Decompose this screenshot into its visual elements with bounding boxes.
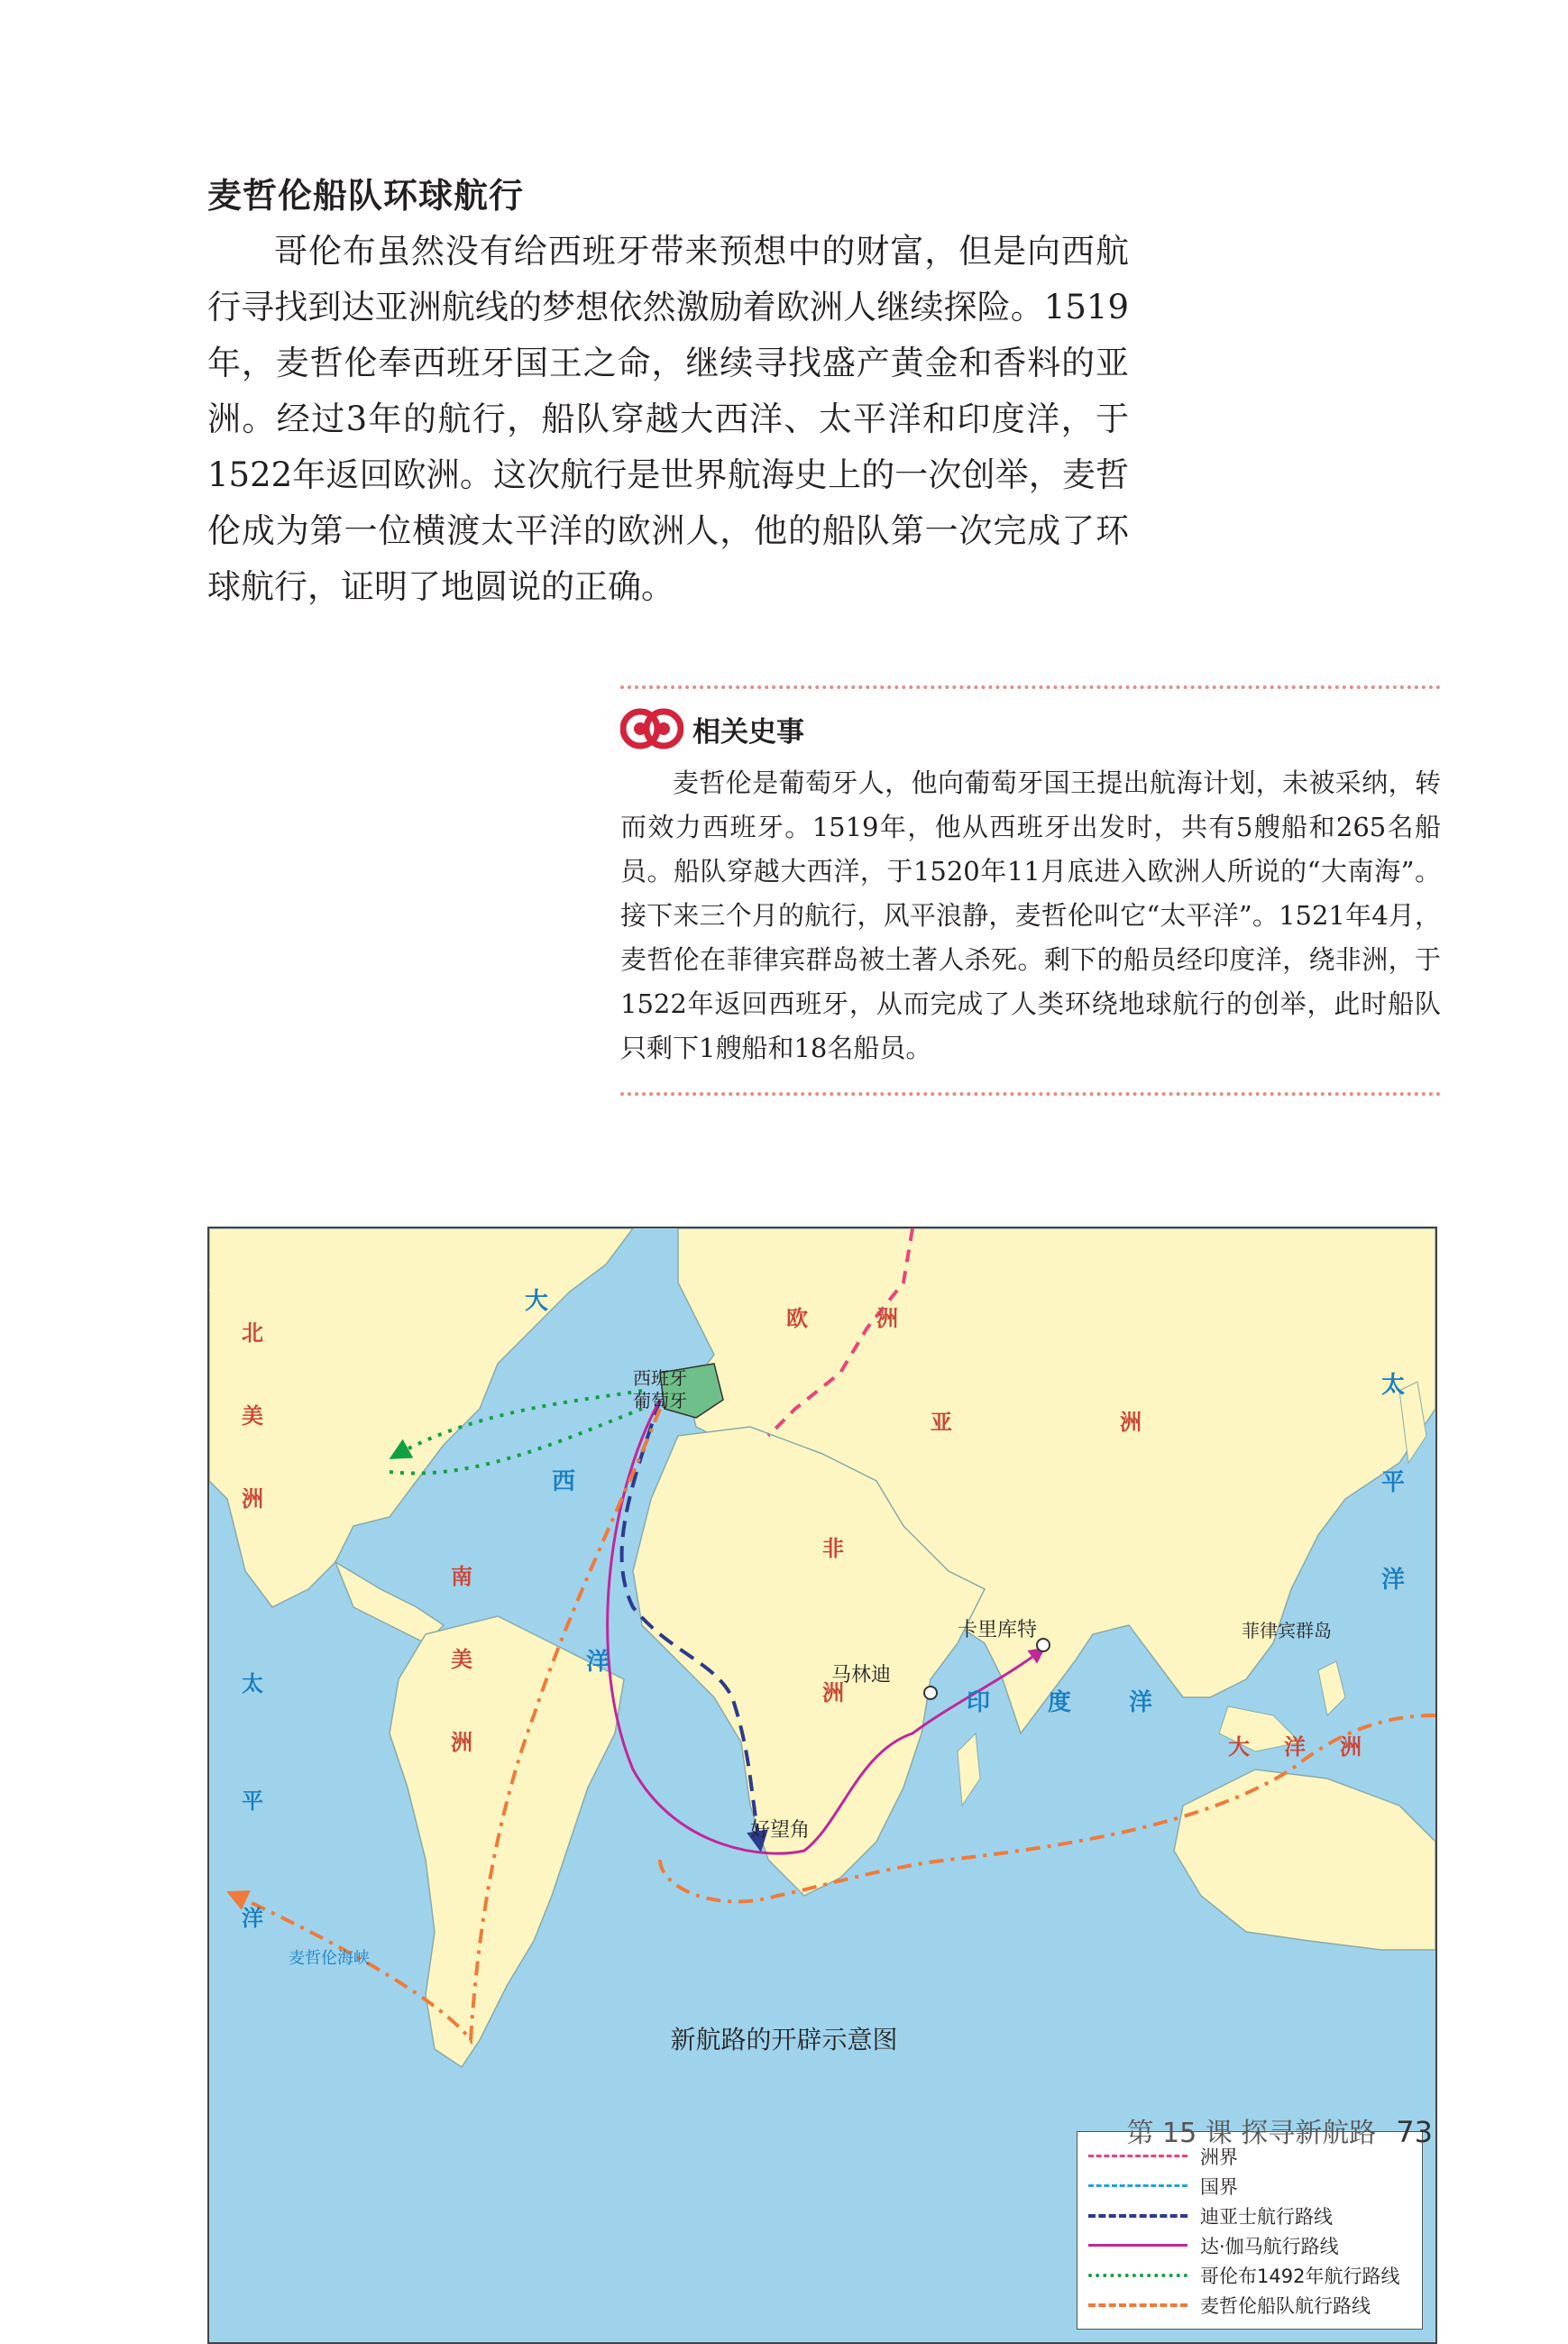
dotted-divider-top: [620, 685, 1441, 689]
label-spain: 西班牙: [633, 1367, 687, 1389]
label-africa-1: 非: [822, 1536, 844, 1561]
label-portugal: 葡萄牙: [633, 1390, 687, 1411]
label-north-america: 北 美 洲: [242, 1320, 263, 1512]
label-atlantic-2: 西: [552, 1468, 576, 1495]
body-paragraph: 哥伦布虽然没有给西班牙带来预想中的财富，但是向西航行寻找到达亚洲航线的梦想依然激励着欧洲人继续探险。1519年，麦哲伦奉西班牙国王之命，继续寻找盛产黄金和香料的亚洲。经过3年的航行，船队穿越大西洋、太平洋和印度洋，于1522年返回欧洲。这次航行是世界航海史上的一次创举，麦哲伦成为第一位横渡太平洋的欧洲人，他的船队第一次完成了环球航行，证明了地圆说的正确。: [207, 232, 1129, 606]
section-title: 麦哲伦船队环球航行: [207, 176, 525, 216]
sidebar-paragraph: 麦哲伦是葡萄牙人，他向葡萄牙国王提出航海计划，未被采纳，转而效力西班牙。1519年，他从西班牙出发时，共有5艘船和265名船员。船队穿越大西洋，于1520年11月底进入欧洲人所说的“大南海”。接下来三个月的航行，风平浪静，麦哲伦叫它“太平洋”。1521年4月，麦哲伦在菲律宾群岛被土著人杀死。剩下的船员经印度洋，绕非洲，于1522年返回西班牙，从而完成了人类环绕地球航行的创举，此时船队只剩下1艘船和18名船员。: [620, 768, 1441, 1063]
label-europe-2: 洲: [876, 1306, 898, 1331]
label-indian-1: 印: [967, 1689, 991, 1716]
label-oceania: 大洋洲: [1228, 1734, 1396, 1760]
label-indian-2: 度: [1048, 1689, 1072, 1716]
label-asia-1: 亚: [931, 1410, 952, 1435]
label-south-america: 南 美 洲: [451, 1564, 472, 1755]
related-history-box: [620, 685, 1441, 1096]
label-philippines: 菲律宾群岛: [1242, 1620, 1332, 1641]
label-atlantic-1: 大: [525, 1288, 549, 1315]
legend-item-continent-border: 洲界: [1088, 2141, 1411, 2171]
legend-item-country-border: 国界: [1088, 2171, 1411, 2201]
route-map: [207, 1227, 1437, 2344]
sidebar-header: [620, 702, 1441, 756]
label-calicut: 卡里库特: [958, 1619, 1038, 1641]
label-europe-1: 欧: [786, 1306, 808, 1331]
legend-item-magellan: 麦哲伦船队航行路线: [1088, 2290, 1411, 2320]
label-cape: 好望角: [750, 1819, 811, 1842]
dotted-divider-bottom: [620, 1092, 1441, 1096]
calicut-marker: [1037, 1639, 1050, 1651]
body-text: [207, 224, 1129, 615]
swirl-icon: [620, 702, 683, 756]
label-asia-2: 洲: [1120, 1410, 1142, 1435]
legend-item-columbus: 哥伦布1492年航行路线: [1088, 2260, 1411, 2290]
label-malindi: 马林迪: [831, 1664, 892, 1687]
label-atlantic-3: 洋: [586, 1649, 610, 1676]
malindi-marker: [924, 1687, 937, 1699]
label-indian-3: 洋: [1129, 1689, 1153, 1716]
page-number: 73: [1396, 2115, 1433, 2149]
label-pacific-right: 太 平 洋: [1381, 1372, 1406, 1594]
map-caption: 新航路的开辟示意图: [670, 2025, 898, 2054]
label-strait: 麦哲伦海峡: [289, 1949, 370, 1968]
map-legend: [1077, 2131, 1423, 2330]
label-africa-2: 洲: [822, 1680, 844, 1705]
lesson-title: 第 15 课 探寻新航路: [1126, 2118, 1377, 2149]
legend-item-dias: 迪亚士航行路线: [1088, 2201, 1411, 2230]
page-footer: [1126, 2110, 1433, 2150]
sidebar-text: [620, 761, 1441, 1071]
label-pacific-left: 太 平 洋: [242, 1671, 263, 1931]
legend-item-da-gama: 达·伽马航行路线: [1088, 2230, 1411, 2260]
sidebar-title: 相关史事: [692, 715, 804, 749]
